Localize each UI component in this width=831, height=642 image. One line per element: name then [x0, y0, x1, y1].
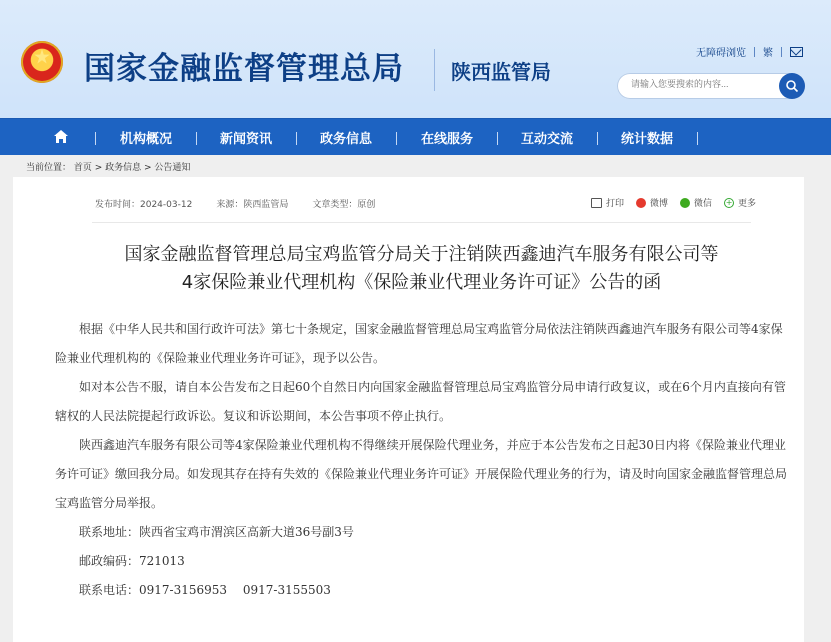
site-name: 国家金融监督管理总局 [84, 51, 404, 87]
nav-item-government-info[interactable]: 政务信息 [320, 132, 373, 147]
main-nav [0, 118, 831, 155]
article-title [26, 241, 817, 297]
search-icon [785, 79, 799, 93]
wechat-share-button[interactable]: 微信 [680, 196, 712, 209]
mail-icon[interactable] [790, 47, 803, 57]
plus-icon: + [725, 197, 733, 207]
nav-item-online-service[interactable]: 在线服务 [421, 132, 474, 147]
postal-code: 邮政编码：721013 [79, 554, 185, 568]
article-title-line-2: 4家保险兼业代理机构《保险兼业代理业务许可证》公告的函 [181, 272, 662, 293]
article-paragraph: 陕西鑫迪汽车服务有限公司等4家保险兼业代理机构不得继续开展保险代理业务，并应于本公告发布之日起30日内将《保险兼业代理业务许可证》缴回我分局。如发现其存在持有失效的《保险兼业代理业务许可证》开展保险代理业务的行为，请及时向国家金融监督管理总局宝鸡监管分局举报。 [55, 438, 788, 510]
search-button[interactable] [779, 73, 805, 99]
nav-item-about[interactable]: 机构概况 [120, 132, 173, 147]
accessibility-link[interactable]: 无障碍浏览 [696, 48, 746, 59]
weibo-share-button[interactable]: 微博 [636, 196, 668, 209]
site-header [0, 0, 831, 118]
printer-icon [591, 198, 602, 208]
nav-divider [497, 132, 498, 145]
header-divider [434, 49, 435, 91]
nav-item-interaction[interactable]: 互动交流 [521, 132, 574, 147]
weibo-icon [636, 198, 646, 208]
link-divider [781, 47, 782, 57]
nav-divider [697, 132, 698, 145]
contact-address: 联系地址：陕西省宝鸡市渭滨区高新大道36号副3号 [79, 525, 354, 539]
article-paragraph: 如对本公告不服，请自本公告发布之日起60个自然日内向国家金融监督管理总局宝鸡监管分局申请行政复议，或在6个月内直接向有管辖权的人民法院提起行政诉讼。复议和诉讼期间，本公告事项不停止执行。 [55, 380, 786, 423]
contact-phone: 联系电话：0917-3156953 0917-3155503 [79, 583, 331, 597]
article-title-line-1: 国家金融监督管理总局宝鸡监管分局关于注销陕西鑫迪汽车服务有限公司等 [124, 244, 719, 265]
article-meta [95, 197, 375, 210]
nav-divider [396, 132, 397, 145]
header-links [696, 44, 803, 59]
publish-date: 发布时间：2024-03-12 [95, 200, 193, 210]
meta-divider [92, 222, 751, 223]
nav-divider [196, 132, 197, 145]
breadcrumb-path[interactable]: 首页 > 政务信息 > 公告通知 [73, 163, 191, 173]
nav-divider [296, 132, 297, 145]
breadcrumb [26, 160, 190, 173]
article-paragraph: 根据《中华人民共和国行政许可法》第七十条规定，国家金融监督管理总局宝鸡监管分局依法注销陕西鑫迪汽车服务有限公司等4家保险兼业代理机构的《保险兼业代理业务许可证》，现予以公告。 [55, 322, 783, 365]
nav-item-statistics[interactable]: 统计数据 [621, 132, 674, 147]
search-input[interactable] [629, 78, 778, 90]
wechat-icon [680, 198, 690, 208]
print-button[interactable]: 打印 [591, 196, 624, 209]
article-panel [13, 177, 804, 642]
branch-name: 陕西监管局 [451, 60, 551, 84]
article-type: 文章类型：原创 [312, 200, 376, 210]
traditional-link[interactable]: 繁 [763, 48, 773, 59]
nav-divider [597, 132, 598, 145]
search-box [617, 73, 805, 99]
nav-item-news[interactable]: 新闻资讯 [220, 132, 273, 147]
article-body [55, 315, 791, 605]
more-share-button[interactable]: + 更多 [725, 197, 757, 209]
breadcrumb-label: 当前位置： [26, 163, 72, 173]
article-source: 来源：陕西监管局 [216, 200, 289, 210]
share-bar [591, 196, 756, 209]
home-icon[interactable] [52, 128, 70, 146]
national-emblem-icon [21, 41, 63, 83]
link-divider [754, 47, 755, 57]
nav-divider [95, 132, 96, 145]
